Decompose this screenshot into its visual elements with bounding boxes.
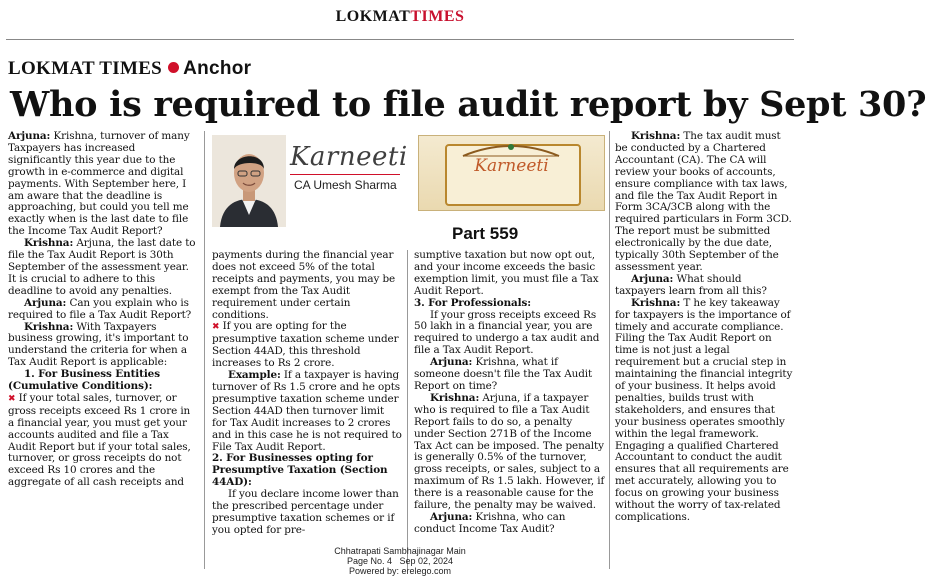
paragraph bbox=[414, 250, 605, 298]
subheading-text: 2. For Businesses opting for Presumptive Taxation (Section 44AD): bbox=[212, 452, 388, 489]
brand-name: LOKMAT TIMES bbox=[8, 58, 163, 79]
paragraph bbox=[8, 322, 196, 370]
column-2 bbox=[212, 250, 402, 537]
title-rule bbox=[290, 174, 400, 175]
speaker: Arjuna: bbox=[8, 130, 51, 142]
speaker: Arjuna: bbox=[631, 272, 674, 285]
paragraph bbox=[8, 393, 196, 489]
speaker: Krishna: bbox=[24, 237, 74, 250]
bullet-icon: ✖ bbox=[212, 322, 220, 333]
paragraph-text: Arjuna: Krishna, what if someone doesn't file the Tax Audit Report on time? bbox=[414, 356, 593, 392]
page-info bbox=[0, 556, 800, 566]
author-photo bbox=[212, 135, 286, 227]
masthead-right: TIMES bbox=[410, 8, 465, 25]
subheading-text: 3. For Professionals: bbox=[414, 296, 531, 309]
page-number: Page No. 4 bbox=[346, 556, 392, 566]
speaker: Krishna: bbox=[631, 296, 681, 309]
speaker: Example: bbox=[228, 369, 281, 382]
speaker: Krishna: bbox=[24, 320, 74, 333]
headline: Who is required to file audit report by Sept 30? bbox=[10, 84, 926, 125]
author-name: CA Umesh Sharma bbox=[294, 178, 397, 192]
karneeti-logo bbox=[418, 135, 605, 211]
paragraph-text: Krishna: Arjuna, if a taxpayer who is required to file a Tax Audit Report fails to do so, a penalty under Section 271B of the Income Tax Act can be imposed. The penalty is generally 0.5% of the turnover, gross receipts, or sales, subject to a maximum of Rs 1.5 lakh. However, if there is a reasonable cause for the failure, the penalty may be waived. bbox=[414, 391, 605, 512]
column-divider bbox=[407, 250, 408, 569]
paragraph-text: Krishna: The tax audit must be conducted by a Chartered Accountant (CA). The CA will review your books of accounts, ensure compliance with tax laws, and file the Tax Audit Report in Form 3CA/3CB along with the required particulars in Form 3CD. The report must be submitted electronically by the due date, typically 30th September of the assessment year. bbox=[615, 130, 792, 273]
column-divider bbox=[204, 131, 205, 569]
powered-by: Powered by: erelego.com bbox=[348, 566, 452, 576]
paragraph bbox=[615, 274, 795, 298]
bullet-icon: ✖ bbox=[8, 393, 16, 404]
paragraph bbox=[414, 393, 605, 512]
column-3 bbox=[414, 250, 605, 536]
paragraph-text: If you are opting for the presumptive taxation scheme under Section 44AD, this threshold increases to Rs 2 crore. bbox=[212, 320, 399, 370]
paragraph bbox=[615, 131, 795, 274]
paragraph-text: If your total sales, turnover, or gross receipts exceed Rs 1 crore in a financial year, you must get your accounts audited and file a Tax Audit Report but if your total sales, turnover, or gross receipts do not exceed Rs 10 crores and the aggregate of all cash receipts and bbox=[8, 391, 191, 489]
speaker: Arjuna: bbox=[24, 296, 67, 309]
paragraph bbox=[8, 238, 196, 298]
paragraph-text: Arjuna: What should taxpayers learn from all this? bbox=[615, 272, 767, 297]
paragraph-text: Krishna: Arjuna, the last date to file the Tax Audit Report is 30th September of the assessment year. It is crucial to adhere to this deadline to avoid any penalties. bbox=[8, 237, 196, 297]
divider bbox=[6, 39, 794, 40]
paragraph-text: Krishna: T he key takeaway for taxpayers is the importance of timely and accurate compliance. Filing the Tax Audit Report on time is not just a legal requirement but a crucial step in maintaining the financial integrity of your business. It helps avoid penalties, builds trust with stakeholders, and ensures that your business operates smoothly within the legal framework. Engaging a qualified Chartered Accountant to conduct the audit ensures that all requirements are met accurately, allowing you to focus on growing your business without the worry of tax-related complications. bbox=[615, 296, 793, 523]
paragraph bbox=[8, 298, 196, 322]
subheading bbox=[8, 369, 196, 393]
paragraph-text: Arjuna: Can you explain who is required to file a Tax Audit Report? bbox=[8, 296, 192, 321]
part-number: Part 559 bbox=[452, 224, 519, 243]
section-label: Anchor bbox=[183, 58, 252, 79]
paragraph-text: If your gross receipts exceed Rs 50 lakh in a financial year, you are required to undergo a tax audit and file a Tax Audit Report. bbox=[414, 308, 600, 357]
paragraph-text: Krishna, turnover of many Taxpayers has increased significantly this year due to the growth in e-commerce and digital payments. With September here, I am aware that the deadline is approaching, but could you tell me exactly when is the last date to file the Income Tax Audit Report? bbox=[8, 130, 190, 238]
speaker: Krishna: bbox=[430, 391, 480, 404]
subheading-text: 1. For Business Entities (Cumulative Conditions): bbox=[8, 368, 160, 393]
paragraph bbox=[414, 512, 605, 536]
edition: Chhatrapati Sambhajinagar Main bbox=[334, 546, 466, 556]
column-1 bbox=[8, 131, 196, 489]
paragraph-text: sumptive taxation but now opt out, and your income exceeds the basic exemption limit, you must file a Tax Audit Report. bbox=[414, 249, 599, 297]
paragraph-text: Krishna: With Taxpayers business growing, it's important to understand the criteria for when a Tax Audit Report is applicable: bbox=[8, 320, 189, 369]
paragraph bbox=[212, 370, 402, 453]
paragraph bbox=[212, 321, 402, 370]
brand-dot-icon bbox=[168, 62, 179, 73]
brand-row bbox=[8, 58, 251, 80]
paragraph-text: payments during the financial year does not exceed 5% of the total receipts and payments, you may be exempt from the Tax Audit requirement under certain conditions. bbox=[212, 249, 396, 321]
paragraph bbox=[615, 298, 795, 524]
masthead-left: LOKMAT bbox=[335, 8, 411, 25]
paragraph bbox=[414, 357, 605, 393]
paragraph-text: Arjuna: Krishna, who can conduct Income Tax Audit? bbox=[414, 510, 566, 535]
speaker: Arjuna: bbox=[430, 356, 473, 369]
paragraph bbox=[212, 250, 402, 321]
paragraph-text: If you declare income lower than the prescribed percentage under presumptive taxation schemes or if you opted for pre- bbox=[212, 488, 399, 536]
page-date: Sep 02, 2024 bbox=[399, 556, 454, 566]
masthead bbox=[0, 8, 800, 26]
footer bbox=[0, 546, 800, 576]
logo-text: Karneeti bbox=[474, 156, 549, 176]
column-title: Karneeti bbox=[290, 142, 408, 172]
speaker: Arjuna: bbox=[430, 510, 473, 523]
column-4 bbox=[615, 131, 795, 524]
paragraph bbox=[8, 131, 196, 238]
speaker: Krishna: bbox=[631, 130, 681, 142]
column-divider bbox=[609, 131, 610, 569]
paragraph-text: Example: If a taxpayer is having turnover of Rs 1.5 crore and he opts presumptive taxation scheme under Section 44AD then turnover limit for Tax Audit increases to 2 crores and in this case he is not required to File Tax Audit Report. bbox=[212, 369, 402, 453]
subheading bbox=[212, 453, 402, 489]
paragraph bbox=[414, 310, 605, 358]
paragraph bbox=[212, 489, 402, 537]
